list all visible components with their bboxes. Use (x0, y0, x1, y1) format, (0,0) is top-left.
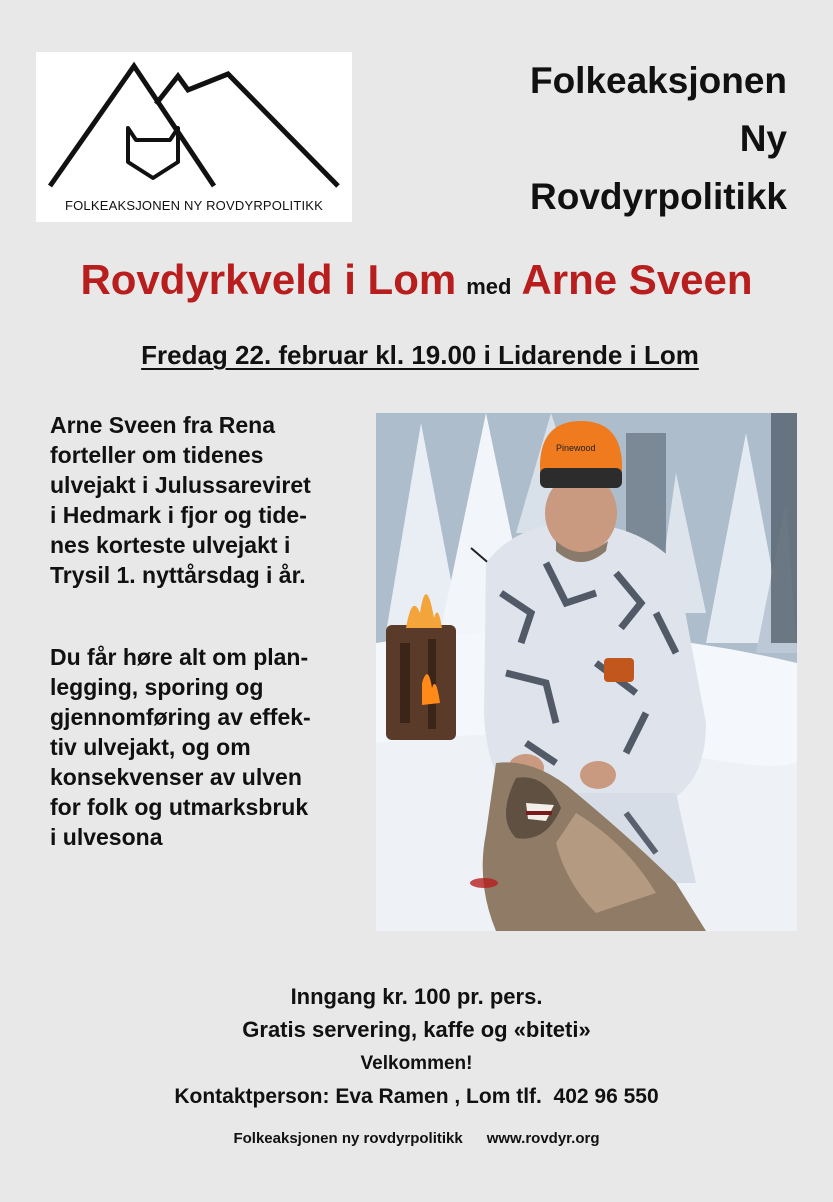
serving-info: Gratis servering, kaffe og «biteti» (242, 1017, 591, 1042)
description-line: i Hedmark i fjor og tide- (50, 502, 307, 528)
logo (36, 52, 352, 222)
cap-brand: Pinewood (556, 443, 596, 453)
org-title-line-1: Folkeaksjonen (529, 60, 787, 101)
description-paragraph-1 (50, 410, 370, 590)
description-line: forteller om tidenes (50, 442, 264, 468)
headline-connector: med (466, 274, 512, 299)
description-line: konsekvenser av ulven (50, 764, 302, 790)
event-description (50, 410, 370, 852)
description-line: ulvejakt i Julussareviret (50, 472, 311, 498)
contact-person: Kontaktperson: Eva Ramen , Lom tlf. 402 96 550 (174, 1085, 659, 1108)
description-line: nes korteste ulvejakt i (50, 532, 291, 558)
event-practical-info (0, 982, 833, 1114)
footer-org-name: Folkeaksjonen ny rovdyrpolitikk (233, 1130, 463, 1147)
footer-website-link[interactable]: www.rovdyr.org (486, 1130, 600, 1147)
headline-speaker: Arne Sveen (521, 256, 753, 303)
welcome-text: Velkommen! (360, 1053, 473, 1074)
description-paragraph-2 (50, 642, 370, 852)
org-title-line-3: Rovdyrpolitikk (530, 176, 787, 217)
hunter-with-wolf-photo (376, 413, 797, 931)
description-line: legging, sporing og (50, 674, 264, 700)
description-line: tiv ulvejakt, og om (50, 734, 251, 760)
org-title-line-2: Ny (739, 118, 787, 159)
organization-title (530, 52, 787, 226)
description-line: Arne Sveen fra Rena (50, 412, 275, 438)
hunter-with-wolf-photo-icon (376, 413, 797, 931)
description-line: Trysil 1. nyttårsdag i år. (50, 562, 306, 588)
description-line: for folk og utmarksbruk (50, 794, 309, 820)
headline-event: Rovdyrkveld i Lom (80, 256, 457, 303)
event-headline (0, 256, 833, 304)
description-line: Du får høre alt om plan- (50, 644, 309, 670)
entry-fee: Inngang kr. 100 pr. pers. (290, 984, 543, 1009)
organization-footer (0, 1130, 833, 1147)
event-date-location: Fredag 22. februar kl. 19.00 i Lidarende i Lom (141, 340, 699, 370)
description-line: gjennomføring av effek- (50, 704, 311, 730)
logo-caption: FOLKEAKSJONEN NY ROVDYRPOLITIKK (64, 198, 324, 213)
description-line: i ulvesona (50, 824, 163, 850)
mountains-wolf-head-logo-icon (36, 52, 352, 222)
